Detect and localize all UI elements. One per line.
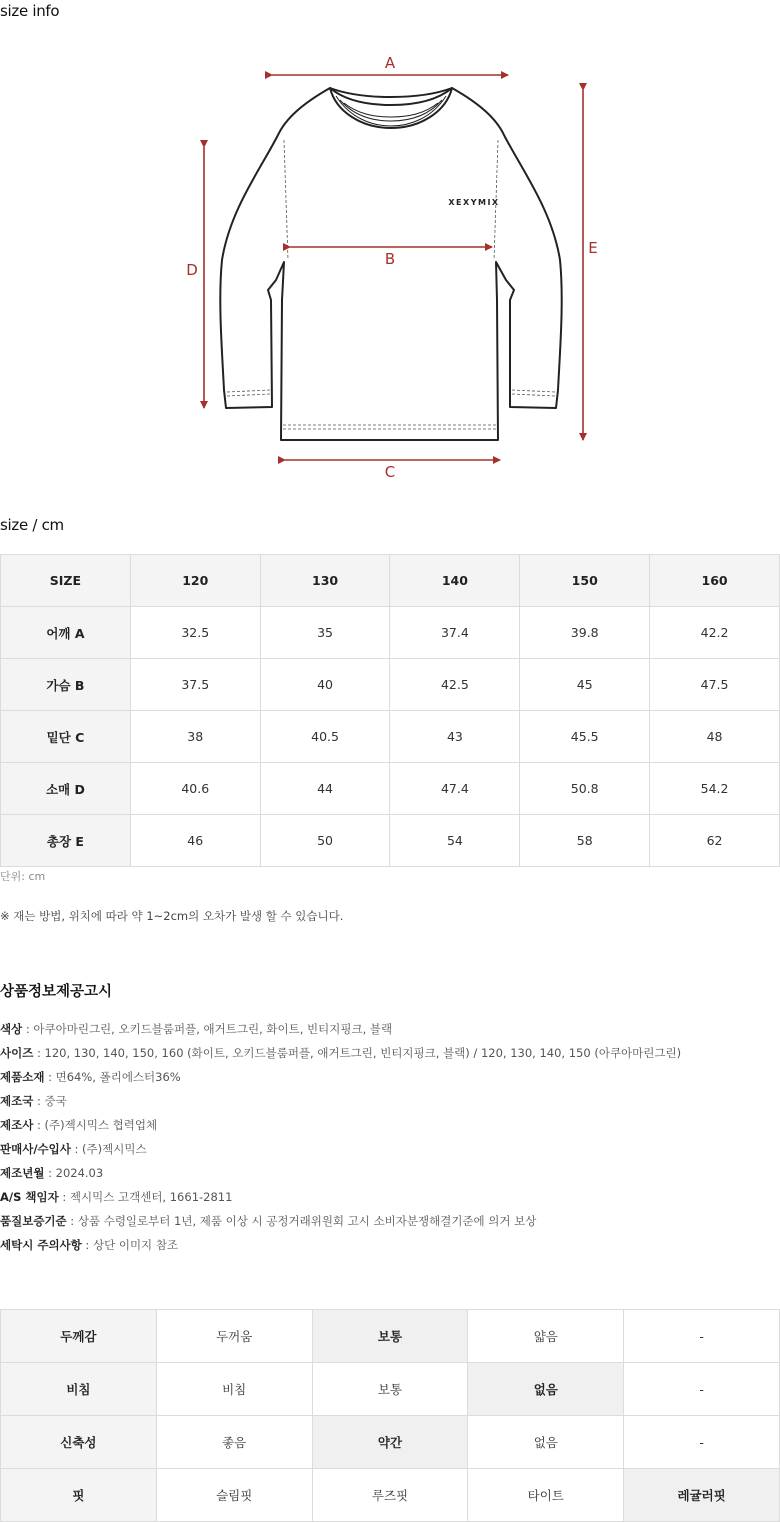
info-value: : (주)젝시믹스 bbox=[70, 1142, 147, 1156]
row-label: 어깨 A bbox=[1, 607, 131, 659]
measurement-error-note: ※ 재는 방법, 위치에 따라 약 1~2cm의 오차가 발생 할 수 있습니다. bbox=[0, 909, 344, 923]
table-cell: 46 bbox=[130, 815, 260, 867]
info-value: : 2024.03 bbox=[44, 1166, 104, 1180]
feature-option: 비침 bbox=[156, 1363, 312, 1416]
brand-logo: XEXYMIX bbox=[448, 198, 500, 207]
header-cell: 160 bbox=[650, 555, 780, 607]
feature-option: 얇음 bbox=[468, 1310, 624, 1363]
label-a: A bbox=[384, 54, 396, 72]
feature-option: 두꺼움 bbox=[156, 1310, 312, 1363]
info-row-manufacturer bbox=[0, 1117, 157, 1133]
garment-diagram bbox=[0, 40, 780, 480]
feature-option: 없음 bbox=[468, 1363, 624, 1416]
feature-label: 신축성 bbox=[1, 1416, 157, 1469]
table-cell: 40.5 bbox=[260, 711, 390, 763]
feature-option: 루즈핏 bbox=[312, 1469, 468, 1522]
info-label: 제품소재 bbox=[0, 1070, 45, 1084]
feature-option: 보통 bbox=[312, 1363, 468, 1416]
label-b: B bbox=[384, 250, 396, 268]
info-label: 판매사/수입사 bbox=[0, 1142, 71, 1156]
table-cell: 37.4 bbox=[390, 607, 520, 659]
feature-option: 좋음 bbox=[156, 1416, 312, 1469]
header-cell: 130 bbox=[260, 555, 390, 607]
info-value: : 120, 130, 140, 150, 160 (화이트, 오키드블룸퍼플, 애거트그린, 빈티지핑크, 블랙) / 120, 130, 140, 150 (아쿠아마린그린) bbox=[33, 1046, 682, 1060]
feature-table bbox=[0, 1309, 780, 1522]
table-row bbox=[1, 763, 780, 815]
feature-row-thickness bbox=[1, 1310, 780, 1363]
feature-label: 핏 bbox=[1, 1469, 157, 1522]
table-cell: 47.4 bbox=[390, 763, 520, 815]
table-cell: 42.5 bbox=[390, 659, 520, 711]
table-cell: 54.2 bbox=[650, 763, 780, 815]
table-cell: 50 bbox=[260, 815, 390, 867]
info-value: : (주)젝시믹스 협력업체 bbox=[33, 1118, 158, 1132]
info-value: : 아쿠아마린그린, 오키드블룸퍼플, 애거트그린, 화이트, 빈티지핑크, 블랙 bbox=[22, 1022, 393, 1036]
feature-option: 타이트 bbox=[468, 1469, 624, 1522]
product-notice-title: 상품정보제공고시 bbox=[0, 984, 113, 1000]
feature-option: 슬림핏 bbox=[156, 1469, 312, 1522]
table-cell: 58 bbox=[520, 815, 650, 867]
table-cell: 45.5 bbox=[520, 711, 650, 763]
info-row-color bbox=[0, 1021, 392, 1037]
info-row-size bbox=[0, 1045, 681, 1061]
table-row bbox=[1, 659, 780, 711]
info-label: 사이즈 bbox=[0, 1046, 34, 1060]
table-cell: 62 bbox=[650, 815, 780, 867]
info-row-as bbox=[0, 1189, 232, 1205]
table-cell: 50.8 bbox=[520, 763, 650, 815]
info-value: : 상품 수령일로부터 1년, 제품 이상 시 공정거래위원회 고시 소비자분쟁해결기준에 의거 보상 bbox=[66, 1214, 537, 1228]
feature-option: 레귤러핏 bbox=[624, 1469, 780, 1522]
info-label: 제조년월 bbox=[0, 1166, 45, 1180]
feature-row-sheerness bbox=[1, 1363, 780, 1416]
table-cell: 35 bbox=[260, 607, 390, 659]
row-label: 총장 E bbox=[1, 815, 131, 867]
feature-option: - bbox=[624, 1310, 780, 1363]
info-label: 제조사 bbox=[0, 1118, 34, 1132]
label-c: C bbox=[384, 463, 396, 480]
info-row-country bbox=[0, 1093, 67, 1109]
table-cell: 38 bbox=[130, 711, 260, 763]
table-cell: 32.5 bbox=[130, 607, 260, 659]
info-value: : 중국 bbox=[33, 1094, 67, 1108]
row-label: 밑단 C bbox=[1, 711, 131, 763]
size-cm-title: size / cm bbox=[0, 516, 64, 534]
table-cell: 47.5 bbox=[650, 659, 780, 711]
info-label: A/S 책임자 bbox=[0, 1190, 59, 1204]
row-label: 소매 D bbox=[1, 763, 131, 815]
label-d: D bbox=[186, 261, 198, 279]
info-row-date bbox=[0, 1165, 103, 1181]
header-cell: 120 bbox=[130, 555, 260, 607]
info-row-warranty bbox=[0, 1213, 536, 1229]
feature-option: 없음 bbox=[468, 1416, 624, 1469]
table-cell: 40.6 bbox=[130, 763, 260, 815]
table-cell: 40 bbox=[260, 659, 390, 711]
unit-note: 단위: cm bbox=[0, 870, 46, 883]
info-label: 세탁시 주의사항 bbox=[0, 1238, 82, 1252]
table-cell: 45 bbox=[520, 659, 650, 711]
info-row-material bbox=[0, 1069, 181, 1085]
info-value: : 상단 이미지 참조 bbox=[81, 1238, 179, 1252]
size-info-title: size info bbox=[0, 2, 60, 20]
info-row-washing bbox=[0, 1237, 178, 1253]
table-row bbox=[1, 607, 780, 659]
table-cell: 37.5 bbox=[130, 659, 260, 711]
feature-option: - bbox=[624, 1416, 780, 1469]
feature-label: 두께감 bbox=[1, 1310, 157, 1363]
table-cell: 54 bbox=[390, 815, 520, 867]
feature-row-stretch bbox=[1, 1416, 780, 1469]
table-row bbox=[1, 711, 780, 763]
header-cell: 140 bbox=[390, 555, 520, 607]
feature-option: 보통 bbox=[312, 1310, 468, 1363]
info-value: : 젝시믹스 고객센터, 1661-2811 bbox=[58, 1190, 233, 1204]
info-value: : 면64%, 폴리에스터36% bbox=[44, 1070, 181, 1084]
info-row-seller bbox=[0, 1141, 147, 1157]
info-label: 품질보증기준 bbox=[0, 1214, 67, 1228]
label-e: E bbox=[588, 239, 598, 257]
header-cell: 150 bbox=[520, 555, 650, 607]
info-label: 색상 bbox=[0, 1022, 23, 1036]
table-cell: 42.2 bbox=[650, 607, 780, 659]
row-label: 가슴 B bbox=[1, 659, 131, 711]
info-label: 제조국 bbox=[0, 1094, 34, 1108]
table-cell: 48 bbox=[650, 711, 780, 763]
table-row bbox=[1, 815, 780, 867]
table-cell: 39.8 bbox=[520, 607, 650, 659]
header-cell: SIZE bbox=[1, 555, 131, 607]
feature-option: 약간 bbox=[312, 1416, 468, 1469]
table-cell: 44 bbox=[260, 763, 390, 815]
table-cell: 43 bbox=[390, 711, 520, 763]
feature-option: - bbox=[624, 1363, 780, 1416]
size-table bbox=[0, 554, 780, 867]
feature-label: 비침 bbox=[1, 1363, 157, 1416]
table-header-row bbox=[1, 555, 780, 607]
